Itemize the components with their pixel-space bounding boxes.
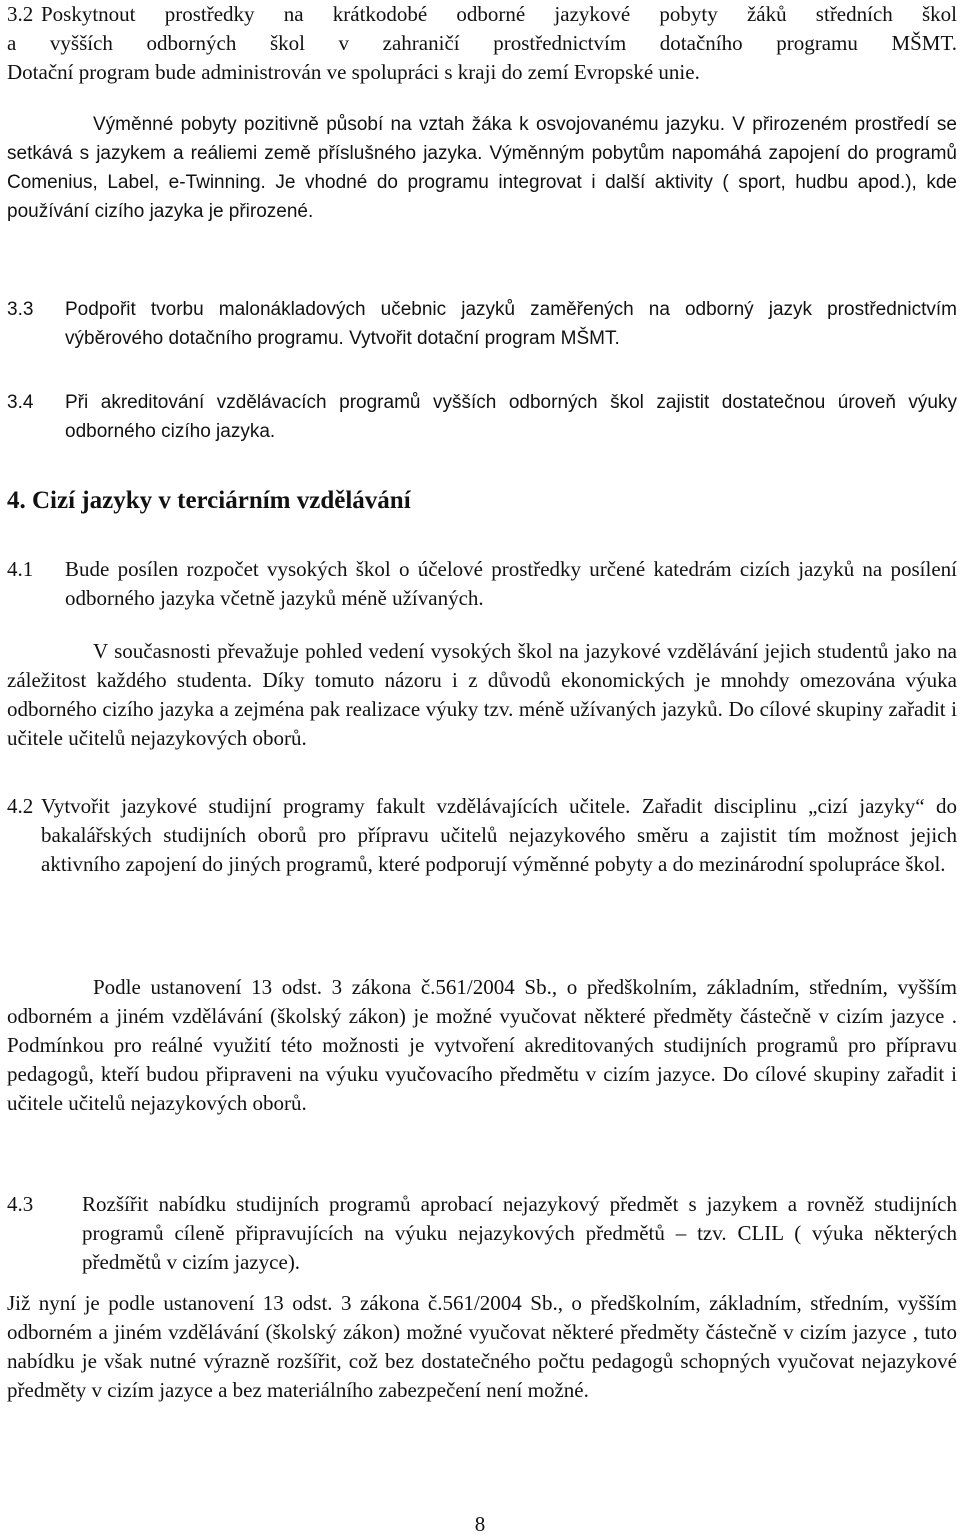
section-3-2 (7, 0, 957, 87)
paragraph-jiz-nyni: Již nyní je podle ustanovení 13 odst. 3 zákona č.561/2004 Sb., o předškolním, základním, středním, vyšším odborném a jiném vzdělávání (školský zákon) možné vyučovat některé předměty částečně v cizím jazyce , tuto nabídku je však nutné výrazně rozšířit, což bez dostatečného počtu pedagogů schopných vyučovat nejazykové předměty v cizím jazyce a bez materiálního zabezpečení není možné. (7, 1291, 957, 1402)
section-number: 4.1 (7, 557, 34, 581)
section-4-1 (7, 555, 957, 613)
section-text-content: Vytvořit jazykové studijní programy fakult vzdělávajících učitele. Zařadit disciplinu „cizí jazyky“ do bakalářských studijních oborů pro přípravu učitelů nejazykového směru a zajistit tím možnost jejich aktivního zapojení do jiných programů, které podporují výměnné pobyty a do mezinárodní spolupráce škol. (41, 794, 957, 876)
section-number: 3.2 (7, 2, 34, 26)
section-text: Rozšířit nabídku studijních programů aprobací nejazykový předmět s jazykem a rovněž studijních programů cíleně připravujících na výuku nejazykových předmětů – tzv. CLIL ( výuka některých předmětů v cizím jazyce). (82, 1192, 957, 1274)
section-text: Podpořit tvorbu malonákladových učebnic jazyků zaměřených na odborný jazyk prostřednictvím výběrového dotačního programu. Vytvořit dotační program MŠMT. (65, 299, 957, 349)
section-3-4 (7, 388, 957, 446)
section-line: a vyšších odborných škol v zahraničí prostřednictvím dotačního programu MŠMT. (7, 31, 957, 55)
section-4-3 (7, 1190, 957, 1277)
page-number: 8 (474, 1512, 486, 1536)
section-heading: 4. Cizí jazyky v terciárním vzdělávání (7, 487, 411, 514)
paragraph-ustanoveni: Podle ustanovení 13 odst. 3 zákona č.561/2004 Sb., o předškolním, základním, středním, vyšším odborném a jiném vzdělávání (školský zákon) je možné vyučovat některé předměty částečně v cizím jazyce . Podmínkou pro reálné využití této možnosti je vytvoření akreditovaných studijních programů pro přípravu pedagogů, kteří budou připraveni na výuku vyučovacího předmětu v cizím jazyce. Do cílové skupiny zařadit i učitele učitelů nejazykových oborů. (7, 975, 957, 1115)
section-4-2 (7, 792, 957, 879)
section-line: Dotační program bude administrován ve spolupráci s kraji do zemí Evropské unie. (7, 60, 700, 84)
section-number: 3.4 (7, 392, 34, 413)
section-line: Poskytnout prostředky na krátkodobé odborné jazykové pobyty žáků středních škol (41, 2, 957, 26)
section-number: 3.3 (7, 299, 34, 320)
section-text: Bude posílen rozpočet vysokých škol o účelové prostředky určené katedrám cizích jazyků na posílení odborného jazyka včetně jazyků méně užívaných. (65, 557, 957, 610)
paragraph-vymenne-pobyty: Výměnné pobyty pozitivně působí na vztah žáka k osvojovanému jazyku. V přirozeném prostředí se setkává s jazykem a reáliemi země příslušného jazyka. Výměnným pobytům napomáhá zapojení do programů Comenius, Label, e-Twinning. Je vhodné do programu integrovat i další aktivity ( sport, hudbu apod.), kde používání cizího jazyka je přirozené. (7, 114, 957, 222)
section-number: 4.3 (7, 1192, 34, 1216)
paragraph-soucasnost: V současnosti převažuje pohled vedení vysokých škol na jazykové vzdělávání jejich studentů jako na záležitost každého studenta. Díky tomuto názoru i z důvodů ekonomických je mnohdy omezována výuka odborného cizího jazyka a zejména pak realizace výuky tzv. méně užívaných jazyků. Do cílové skupiny zařadit i učitele učitelů nejazykových oborů. (7, 639, 957, 750)
section-text (41, 792, 957, 879)
section-number: 4.2 (7, 794, 34, 818)
section-3-3 (7, 295, 957, 353)
section-text: Při akreditování vzdělávacích programů vyšších odborných škol zajistit dostatečnou úroveň výuky odborného cizího jazyka. (65, 392, 957, 442)
